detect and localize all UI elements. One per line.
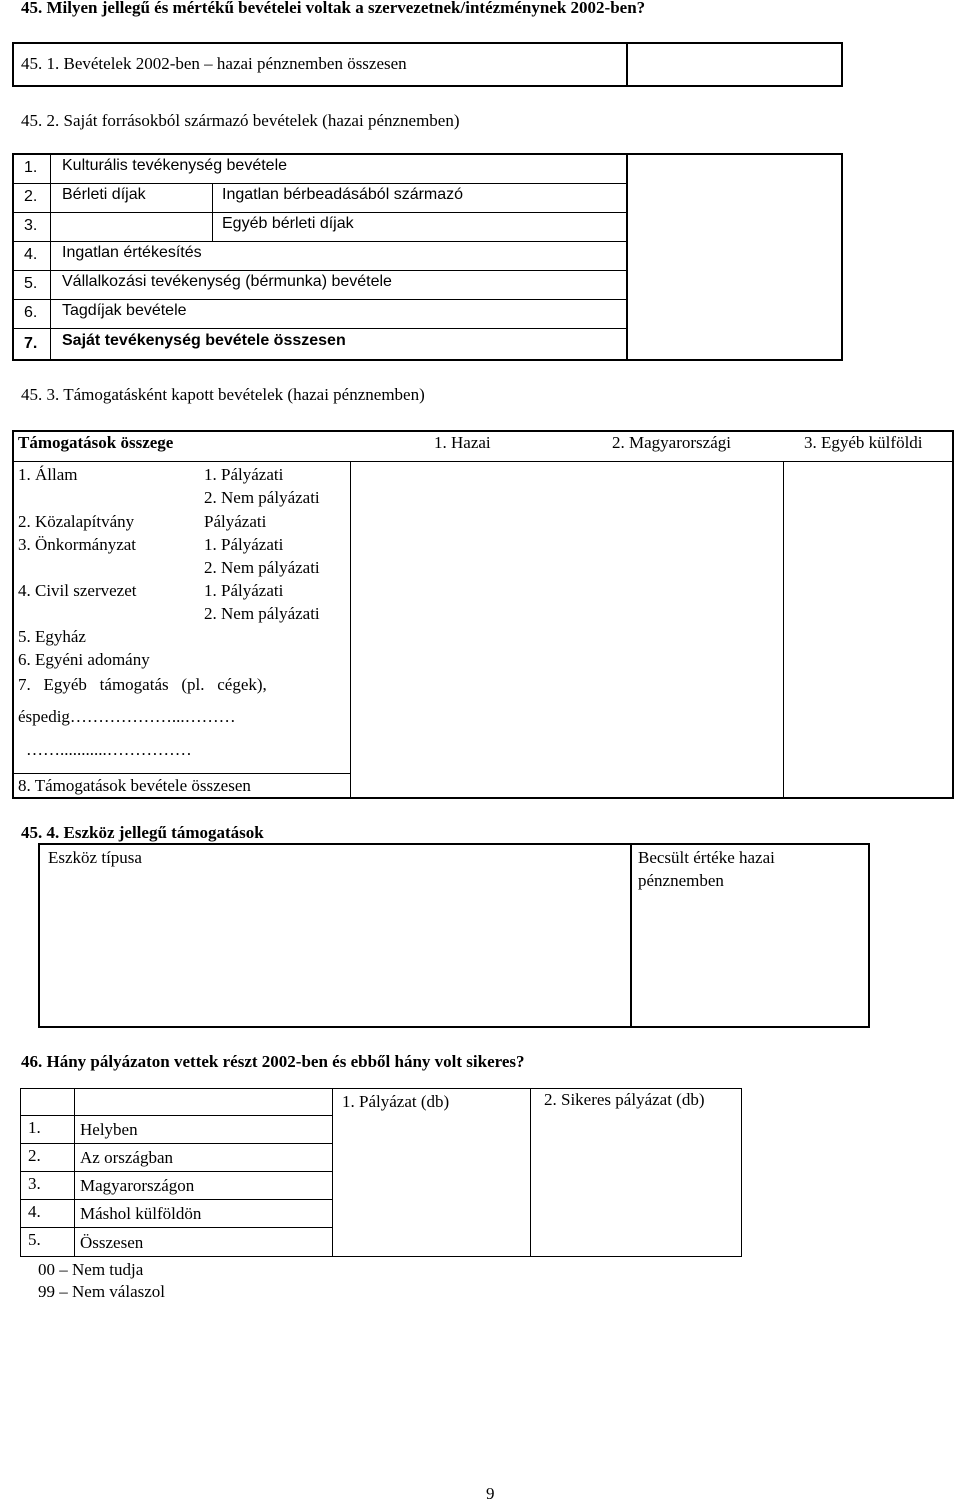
support-header-magyar: 2. Magyarországi: [612, 433, 731, 452]
q46-row-5-label: Összesen: [80, 1233, 144, 1252]
q46-row-2-num: 2.: [28, 1146, 41, 1165]
own-row-2-sub: Ingatlan bérbeadásából származó: [222, 186, 464, 203]
s3-title: 45. 3. Támogatásként kapott bevételek (hazai pénznemben): [21, 385, 425, 404]
own-row-2-label: Bérleti díjak: [62, 186, 146, 203]
q46-row-3-num: 3.: [28, 1174, 41, 1193]
support-kozalapitvany: 2. Közalapítvány: [18, 512, 135, 531]
own-row-4-num: 4.: [24, 246, 38, 263]
support-civil-palyazati: 1. Pályázati: [204, 581, 284, 600]
q46-row-2-label: Az országban: [80, 1148, 173, 1167]
own-row-6-num: 6.: [24, 304, 38, 321]
support-header-hazai: 1. Hazai: [434, 433, 491, 452]
own-row-5-label: Vállalkozási tevékenység (bérmunka) bevétele: [62, 273, 392, 290]
assets-value-input[interactable]: [634, 896, 866, 1024]
support-egyeb-line2: éspedig………………...………: [18, 707, 236, 726]
support-foreign-area[interactable]: [787, 465, 949, 794]
s4-title: 45. 4. Eszköz jellegű támogatások: [21, 823, 264, 842]
support-allam-palyazati: 1. Pályázati: [204, 465, 284, 484]
q46-sikeres-input[interactable]: [532, 1117, 740, 1255]
support-amount-area[interactable]: [354, 465, 780, 794]
assets-col-value-1: Becsült értéke hazai: [638, 848, 775, 867]
support-allam-nem-palyazati: 2. Nem pályázati: [204, 488, 320, 507]
q46-palyazat-input[interactable]: [334, 1117, 529, 1255]
q46-col-sikeres: 2. Sikeres pályázat (db): [544, 1090, 705, 1109]
assets-col-value-2: pénznemben: [638, 871, 724, 890]
own-row-5-num: 5.: [24, 275, 38, 292]
q46-row-4-num: 4.: [28, 1202, 41, 1221]
own-row-4-label: Ingatlan értékesítés: [62, 244, 202, 261]
own-row-1-num: 1.: [24, 159, 38, 176]
own-row-7-label: Saját tevékenység bevétele összesen: [62, 332, 346, 349]
page-number: 9: [486, 1484, 495, 1503]
own-row-7-num: 7.: [24, 335, 38, 352]
support-total: 8. Támogatások bevétele összesen: [18, 776, 251, 795]
support-onkormanyzat-nem-palyazati: 2. Nem pályázati: [204, 558, 320, 577]
q46-code-nem-tudja: 00 – Nem tudja: [38, 1260, 144, 1279]
support-civil-nem-palyazati: 2. Nem pályázati: [204, 604, 320, 623]
support-civil: 4. Civil szervezet: [18, 581, 137, 600]
support-egyeb-line3: ……...........……………: [26, 740, 192, 759]
support-egyhaz: 5. Egyház: [18, 627, 86, 646]
assets-col-type: Eszköz típusa: [48, 848, 142, 867]
own-row-2-num: 2.: [24, 188, 38, 205]
q46-row-5-num: 5.: [28, 1230, 41, 1249]
q46-row-1-label: Helyben: [80, 1120, 138, 1139]
assets-type-input[interactable]: [42, 896, 628, 1024]
s1-label: 45. 1. Bevételek 2002-ben – hazai pénznemben összesen: [21, 54, 407, 73]
q46-row-4-label: Máshol külföldön: [80, 1204, 202, 1223]
own-amount-column[interactable]: [630, 157, 838, 355]
own-row-3-sub: Egyéb bérleti díjak: [222, 215, 354, 232]
support-onkormanyzat-palyazati: 1. Pályázati: [204, 535, 284, 554]
q45-title: 45. Milyen jellegű és mértékű bevételei voltak a szervezetnek/intézménynek 2002-ben?: [21, 0, 646, 17]
support-kozalapitvany-palyazati: Pályázati: [204, 512, 267, 531]
own-row-3-num: 3.: [24, 217, 38, 234]
support-header-kulfoldi: 3. Egyéb külföldi: [804, 433, 923, 452]
q46-code-nem-valaszol: 99 – Nem válaszol: [38, 1282, 165, 1301]
support-egyeb-line1: 7. Egyéb támogatás (pl. cégek),: [18, 675, 267, 694]
support-allam: 1. Állam: [18, 465, 78, 484]
own-row-6-label: Tagdíjak bevétele: [62, 302, 187, 319]
support-header-label: Támogatások összege: [18, 433, 174, 452]
s2-title: 45. 2. Saját forrásokból származó bevételek (hazai pénznemben): [21, 111, 460, 130]
q46-row-3-label: Magyarországon: [80, 1176, 195, 1195]
q46-title: 46. Hány pályázaton vettek részt 2002-ben és ebből hány volt sikeres?: [21, 1052, 525, 1071]
support-egyeni-adomany: 6. Egyéni adomány: [18, 650, 150, 669]
q46-col-palyazat: 1. Pályázat (db): [342, 1092, 450, 1111]
support-onkormanyzat: 3. Önkormányzat: [18, 535, 137, 554]
own-row-1-label: Kulturális tevékenység bevétele: [62, 157, 288, 174]
s1-total-input[interactable]: [630, 46, 836, 82]
q46-row-1-num: 1.: [28, 1118, 41, 1137]
